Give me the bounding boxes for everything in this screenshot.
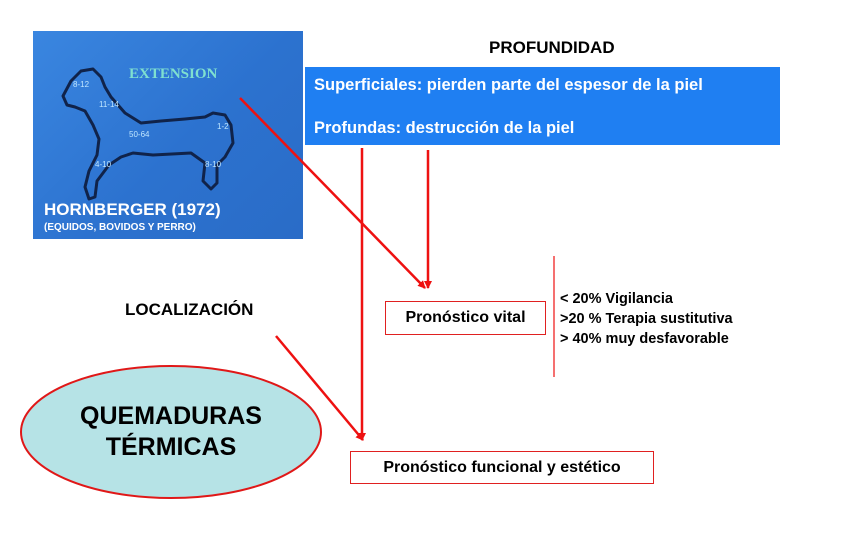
arrow-extension-to-vital bbox=[240, 98, 425, 288]
extension-label: EXTENSION bbox=[129, 66, 218, 82]
region-label-foreleg: 4-10 bbox=[95, 160, 112, 169]
panel-title: HORNBERGER (1972) bbox=[44, 200, 221, 219]
panel-subtitle: (EQUIDOS, BOVIDOS Y PERRO) bbox=[44, 222, 196, 233]
vital-prognosis-box bbox=[385, 301, 546, 335]
region-label-trunk: 50-64 bbox=[129, 130, 150, 139]
region-label-hindleg: 8-10 bbox=[205, 160, 222, 169]
vital-item-therapy: >20 % Terapia sustitutiva bbox=[560, 311, 733, 327]
location-heading: LOCALIZACIÓN bbox=[125, 300, 254, 319]
functional-prognosis-label: Pronóstico funcional y estético bbox=[383, 458, 621, 476]
depth-heading: PROFUNDIDAD bbox=[489, 38, 615, 57]
depth-deep-line: Profundas: destrucción de la piel bbox=[314, 119, 575, 137]
region-label-neck: 11-14 bbox=[99, 100, 119, 109]
vital-item-unfavorable: > 40% muy desfavorable bbox=[560, 331, 729, 347]
vital-item-vigilance: < 20% Vigilancia bbox=[560, 291, 673, 307]
burns-title-line1: QUEMADURAS bbox=[80, 402, 262, 430]
burns-title-line2: TÉRMICAS bbox=[105, 433, 237, 461]
vital-prognosis-label: Pronóstico vital bbox=[405, 309, 526, 326]
functional-prognosis-box bbox=[350, 451, 654, 484]
region-label-tail: 1-2 bbox=[217, 122, 229, 131]
region-label-head: 8-12 bbox=[73, 80, 90, 89]
depth-superficial-line: Superficiales: pierden parte del espesor de la piel bbox=[314, 76, 703, 94]
burns-title bbox=[20, 364, 322, 500]
